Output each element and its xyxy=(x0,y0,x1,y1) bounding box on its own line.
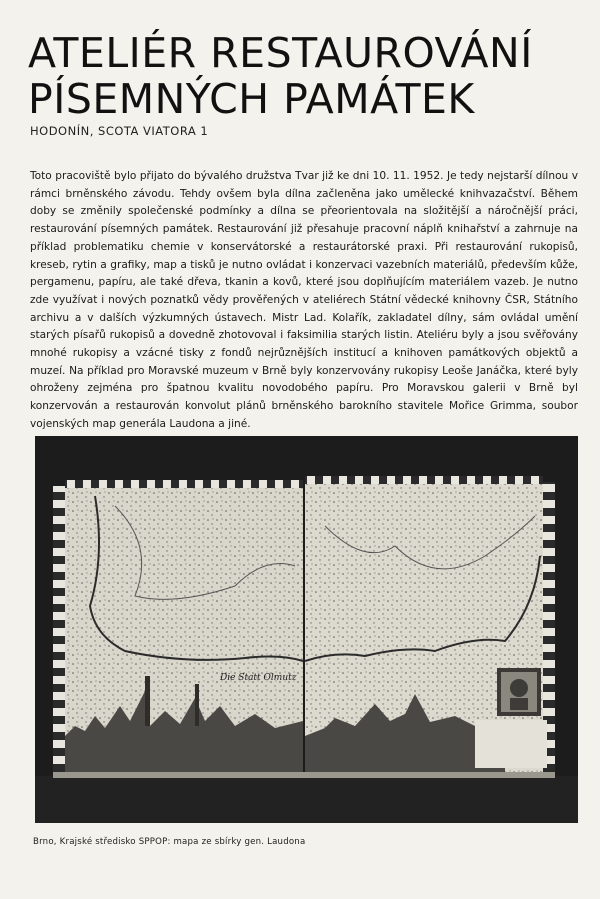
map-left-sheet xyxy=(53,480,303,776)
article-subtitle: HODONÍN, SCOTA VIATORA 1 xyxy=(30,124,209,138)
map-photograph xyxy=(35,436,578,823)
article-title xyxy=(28,30,588,122)
figure-caption: Brno, Krajské středisko SPPOP: mapa ze sbírky gen. Laudona xyxy=(33,837,306,847)
title-line-1: ATELIÉR RESTAUROVÁNÍ xyxy=(28,29,533,77)
map-inscription: Die Statt Olmutz xyxy=(220,673,297,683)
article-body: Toto pracoviště bylo přijato do bývalého družstva Tvar již ke dni 10. 11. 1952. Je tedy nejstarší dílnou v rámci brněnského závodu. Tehdy ovšem byla dílna začleněna jako umělecké knihvazačství. Během doby se změnily společenské podmínky a dílna se přeorientovala na složitější a náročnější práci, restaurování písemných památek. Restaurování již přesahuje pracovní náplň knihařství a zahrnuje na příklad problematiku chemie v konservátorské a restaurátorské praxi. Při restaurování rukopisů, kreseb, rytin a grafiky, map a tisků je nutno ovládat i konzervaci vazebních materiálů, především kůže, pergamenu, papíru, ale také dřeva, tkanin a kovů, které jsou doplňujícím materiálem vazeb. Je nutno zde využívat i nových poznatků vědy prověřených v ateliérech Státní vědecké knihovny ČSR, Státního archivu a v dalších výzkumných ústavech. Mistr Lad. Kolařík, zakladatel dílny, sám ovládal umění starých písařů rukopisů a dovedně zhotovoval i faksimilia starých listin. Ateliéru byly a jsou svěřovány mnohé rukopisy a vzácné tisky z fondů nejrůznějších institucí a knihoven památkových objektů a muzeí. Na příklad pro Moravské muzeum v Brně byly konzervovány rukopisy Leoše Janáčka, které byly ohroženy zejména pro špatnou kvalitu novodobého papíru. Pro Moravskou galerii v Brně byl konzervován a restaurován konvolut plánů brněnského barokního stavitele Mořice Grimma, soubor vojenských map generála Laudona a jiné. xyxy=(30,170,578,430)
map-right-sheet xyxy=(305,476,555,776)
title-line-2: PÍSEMNÝCH PAMÁTEK xyxy=(28,75,475,123)
